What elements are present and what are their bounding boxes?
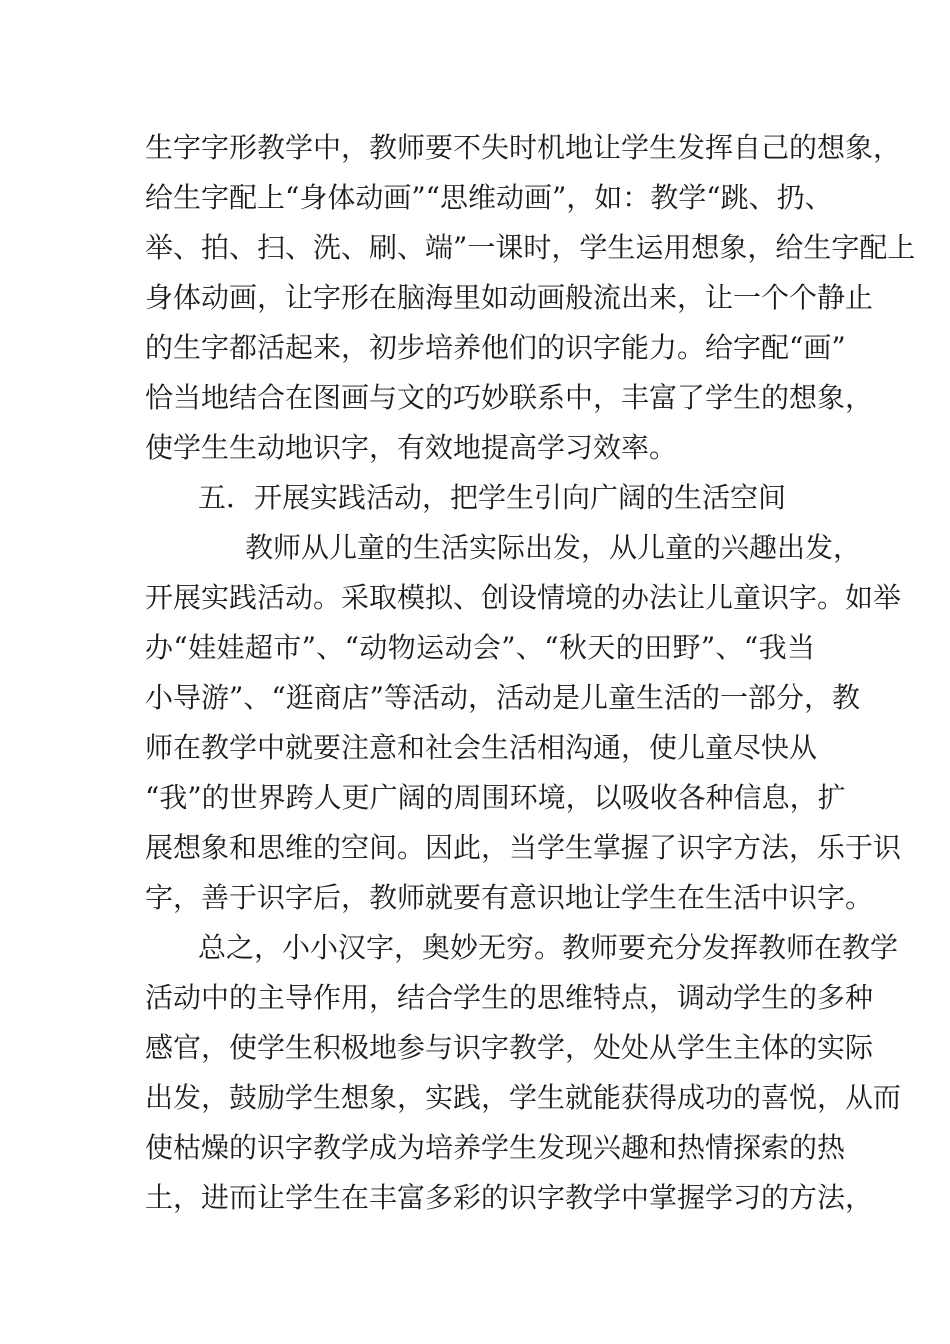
text-line: 展想象和思维的空间。因此，当学生掌握了识字方法，乐于识 bbox=[145, 831, 902, 864]
text-line: 字，善于识字后，教师就要有意识地让学生在生活中识字。 bbox=[145, 881, 874, 914]
section-heading: 五．开展实践活动，把学生引向广阔的生活空间 bbox=[198, 481, 787, 514]
text-line: 使枯燥的识字教学成为培养学生发现兴趣和热情探索的热 bbox=[145, 1131, 846, 1164]
text-line: 总之，小小汉字，奥妙无穷。教师要充分发挥教师在教学 bbox=[198, 931, 899, 964]
text-line: 使学生生动地识字，有效地提高学习效率。 bbox=[145, 431, 678, 464]
text-line: 举、拍、扫、洗、刷、端”一课时，学生运用想象，给生字配上 bbox=[145, 231, 916, 264]
text-line: 给生字配上“身体动画”“思维动画”，如：教学“跳、扔、 bbox=[145, 181, 833, 214]
text-line: 师在教学中就要注意和社会生活相沟通，使儿童尽快从 bbox=[145, 731, 818, 764]
text-line: 的生字都活起来，初步培养他们的识字能力。给字配“画” bbox=[145, 331, 846, 364]
text-line: 出发，鼓励学生想象，实践，学生就能获得成功的喜悦，从而 bbox=[145, 1081, 902, 1114]
text-line: 开展实践活动。采取模拟、创设情境的办法让儿童识字。如举 bbox=[145, 581, 902, 614]
text-line: 小导游”、“逛商店”等活动，活动是儿童生活的一部分，教 bbox=[145, 681, 860, 714]
text-line: 教师从儿童的生活实际出发，从儿童的兴趣出发， bbox=[245, 531, 862, 564]
text-line: 土，进而让学生在丰富多彩的识字教学中掌握学习的方法， bbox=[145, 1181, 874, 1214]
text-line: 身体动画，让字形在脑海里如动画般流出来，让一个个静止 bbox=[145, 281, 874, 314]
text-line: 办“娃娃超市”、“动物运动会”、“秋天的田野”、“我当 bbox=[145, 631, 815, 664]
text-line: 恰当地结合在图画与文的巧妙联系中，丰富了学生的想象， bbox=[145, 381, 874, 414]
text-line: 活动中的主导作用，结合学生的思维特点，调动学生的多种 bbox=[145, 981, 874, 1014]
text-line: 感官，使学生积极地参与识字教学，处处从学生主体的实际 bbox=[145, 1031, 874, 1064]
text-line: 生字字形教学中，教师要不失时机地让学生发挥自己的想象， bbox=[145, 131, 902, 164]
text-line: “我”的世界跨人更广阔的周围环境，以吸收各种信息，扩 bbox=[145, 781, 846, 814]
